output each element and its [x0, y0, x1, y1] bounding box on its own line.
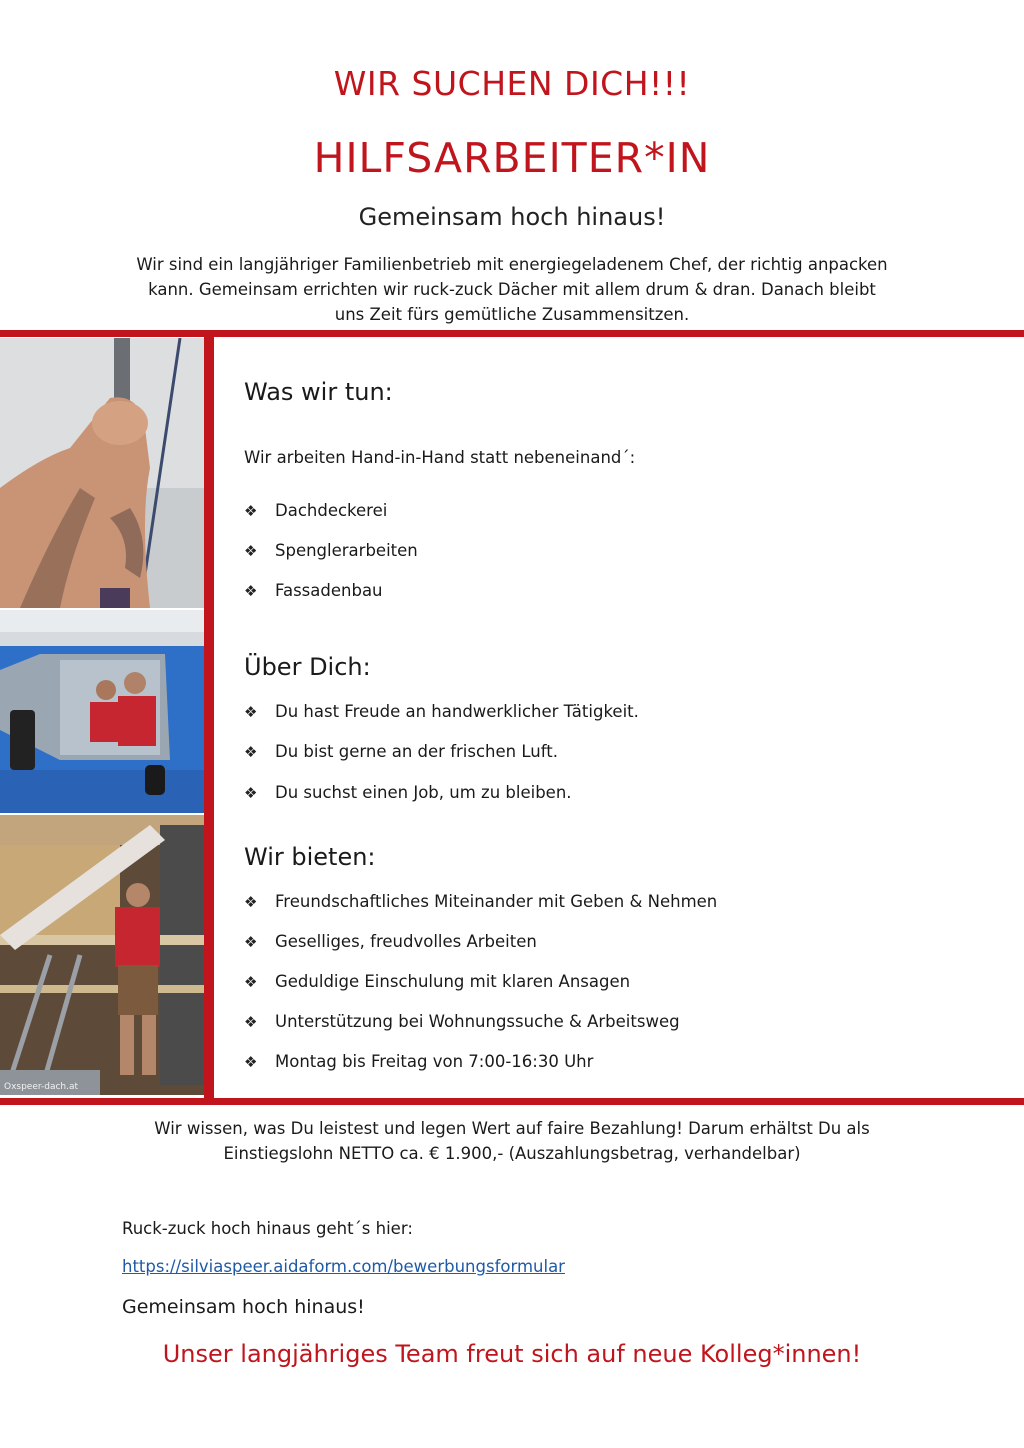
bullet-diamond-icon: ❖: [244, 702, 258, 721]
heading-wir-bieten: Wir bieten:: [244, 843, 376, 871]
list-item: ❖ Fassadenbau: [244, 581, 383, 600]
van-workers-image: [0, 610, 204, 813]
bullet-diamond-icon: ❖: [244, 581, 258, 600]
bullet-diamond-icon: ❖: [244, 501, 258, 520]
tagline: Gemeinsam hoch hinaus!: [122, 1296, 365, 1318]
slogan: Gemeinsam hoch hinaus!: [358, 203, 666, 231]
list-item: ❖ Dachdeckerei: [244, 501, 388, 520]
accent-divider: [204, 336, 214, 1099]
closing-message: Unser langjähriges Team freut sich auf neue Kolleg*innen!: [162, 1340, 862, 1368]
heading-was-wir-tun: Was wir tun:: [244, 378, 393, 406]
photo-worker: [0, 815, 204, 1095]
photo-hands: [0, 338, 204, 608]
apply-lead: Ruck-zuck hoch hinaus geht´s hier:: [122, 1219, 413, 1238]
intro-text: [0, 252, 1024, 327]
intro-line-1: Wir sind ein langjähriger Familienbetrieb mit energiegeladenem Chef, der richtig anpacken: [136, 255, 888, 274]
list-item: ❖ Freundschaftliches Miteinander mit Geben & Nehmen: [244, 892, 718, 911]
intro-line-2: kann. Gemeinsam errichten wir ruck-zuck Dächer mit allem drum & dran. Danach bleibt: [148, 280, 876, 299]
list-item: ❖ Montag bis Freitag von 7:00-16:30 Uhr: [244, 1052, 594, 1071]
bullet-diamond-icon: ❖: [244, 783, 258, 802]
salary-line-1: Wir wissen, was Du leistest und legen Wert auf faire Bezahlung! Darum erhältst Du als: [154, 1119, 870, 1138]
list-item: ❖ Du bist gerne an der frischen Luft.: [244, 742, 558, 761]
bullet-diamond-icon: ❖: [244, 742, 258, 761]
salary-info: [0, 1116, 1024, 1166]
worker-carrying-gutter-image: [0, 815, 204, 1095]
salary-line-2: Einstiegslohn NETTO ca. € 1.900,- (Auszahlungsbetrag, verhandelbar): [223, 1144, 801, 1163]
bullet-diamond-icon: ❖: [244, 972, 258, 991]
bullet-diamond-icon: ❖: [244, 541, 258, 560]
heading-ueber-dich: Über Dich:: [244, 653, 371, 681]
bullet-diamond-icon: ❖: [244, 892, 258, 911]
list-item: ❖ Spenglerarbeiten: [244, 541, 418, 560]
list-item: ❖ Du hast Freude an handwerklicher Tätigkeit.: [244, 702, 639, 721]
job-title: HILFSARBEITER*IN: [313, 134, 711, 182]
van-lettering: Oxspeer-dach.at: [4, 1082, 79, 1092]
hands-raised-image: [0, 338, 204, 608]
bullet-diamond-icon: ❖: [244, 1012, 258, 1031]
headline-wir-suchen: WIR SUCHEN DICH!!!: [333, 64, 691, 103]
list-item: ❖ Geduldige Einschulung mit klaren Ansagen: [244, 972, 631, 991]
intro-line-3: uns Zeit fürs gemütliche Zusammensitzen.: [334, 305, 690, 324]
photo-column: [0, 338, 204, 1095]
application-form-link[interactable]: https://silviaspeer.aidaform.com/bewerbungsformular: [122, 1257, 565, 1276]
list-item: ❖ Geselliges, freudvolles Arbeiten: [244, 932, 537, 951]
bullet-diamond-icon: ❖: [244, 1052, 258, 1071]
lead-hand-in-hand: Wir arbeiten Hand-in-Hand statt nebeneinand´:: [244, 448, 636, 467]
bullet-diamond-icon: ❖: [244, 932, 258, 951]
list-item: ❖ Du suchst einen Job, um zu bleiben.: [244, 783, 572, 802]
list-item: ❖ Unterstützung bei Wohnungssuche & Arbeitsweg: [244, 1012, 680, 1031]
photo-van: [0, 610, 204, 813]
